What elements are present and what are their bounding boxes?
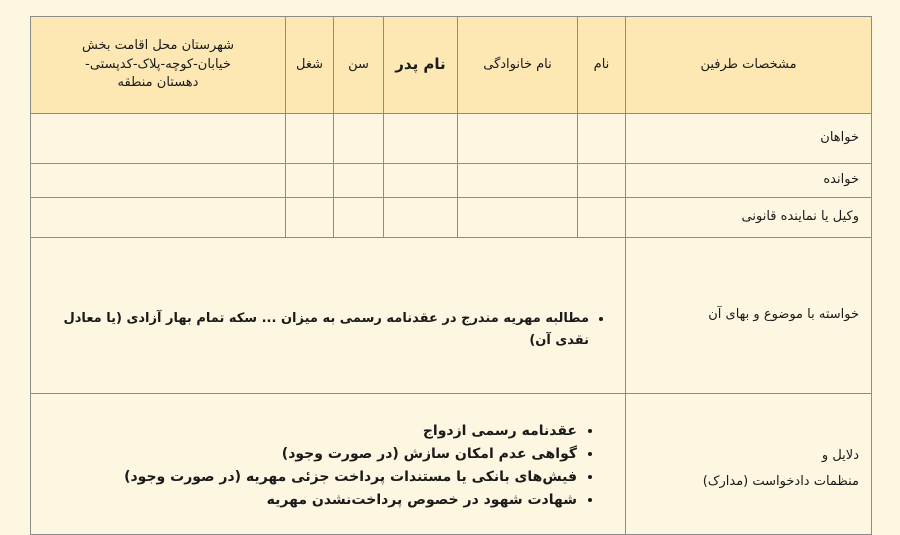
evidence-label bbox=[626, 394, 872, 535]
evidence-row bbox=[31, 394, 872, 535]
plaintiff-row bbox=[31, 114, 872, 164]
lawyer-first-name-cell[interactable] bbox=[578, 198, 626, 238]
lawyer-job-cell[interactable] bbox=[286, 198, 334, 238]
request-row bbox=[31, 238, 872, 394]
request-item: • مطالبه مهریه مندرج در عقدنامه رسمی به میزان ... سکه تمام بهار آزادی (یا معادل نقدی آن) bbox=[41, 308, 589, 352]
lawyer-label: وکیل یا نماینده قانونی bbox=[626, 198, 872, 238]
petition-table bbox=[30, 16, 872, 535]
plaintiff-label: خواهان bbox=[626, 114, 872, 164]
evidence-item: • فیش‌های بانکی یا مستندات پرداخت جزئی مهریه (در صورت وجود) bbox=[41, 466, 577, 489]
address-line-1: شهرستان محل اقامت بخش bbox=[81, 37, 235, 53]
defendant-first-name-cell[interactable] bbox=[578, 164, 626, 198]
request-label: خواسته با موضوع و بهای آن bbox=[626, 238, 872, 394]
defendant-age-cell[interactable] bbox=[334, 164, 384, 198]
request-list bbox=[31, 308, 625, 352]
plaintiff-father-name-cell[interactable] bbox=[384, 114, 458, 164]
header-address bbox=[31, 17, 286, 114]
evidence-item: • گواهی عدم امکان سازش (در صورت وجود) bbox=[41, 443, 577, 466]
header-row bbox=[31, 17, 872, 114]
address-line-3: دهستان منطقه bbox=[117, 75, 199, 91]
plaintiff-age-cell[interactable] bbox=[334, 114, 384, 164]
plaintiff-first-name-cell[interactable] bbox=[578, 114, 626, 164]
lawyer-address-cell[interactable] bbox=[31, 198, 286, 238]
header-job: شغل bbox=[286, 17, 334, 114]
evidence-item: • عقدنامه رسمی ازدواج bbox=[41, 420, 577, 443]
evidence-list bbox=[31, 420, 625, 512]
lawyer-last-name-cell[interactable] bbox=[458, 198, 578, 238]
header-age: سن bbox=[334, 17, 384, 114]
evidence-content bbox=[31, 394, 626, 535]
evidence-item: • شهادت شهود در خصوص پرداخت‌نشدن مهریه bbox=[41, 489, 577, 512]
lawyer-father-name-cell[interactable] bbox=[384, 198, 458, 238]
lawyer-row bbox=[31, 198, 872, 238]
defendant-last-name-cell[interactable] bbox=[458, 164, 578, 198]
defendant-father-name-cell[interactable] bbox=[384, 164, 458, 198]
address-line-2: خیابان-کوچه-پلاک-کدپستی- bbox=[85, 56, 231, 72]
plaintiff-job-cell[interactable] bbox=[286, 114, 334, 164]
header-father-name: نام پدر bbox=[384, 17, 458, 114]
header-last-name: نام خانوادگی bbox=[458, 17, 578, 114]
evidence-label-line-1: دلایل و bbox=[821, 448, 859, 463]
plaintiff-last-name-cell[interactable] bbox=[458, 114, 578, 164]
header-first-name: نام bbox=[578, 17, 626, 114]
header-parties: مشخصات طرفین bbox=[626, 17, 872, 114]
defendant-label: خوانده bbox=[626, 164, 872, 198]
defendant-row bbox=[31, 164, 872, 198]
request-content bbox=[31, 238, 626, 394]
defendant-address-cell[interactable] bbox=[31, 164, 286, 198]
lawyer-age-cell[interactable] bbox=[334, 198, 384, 238]
defendant-job-cell[interactable] bbox=[286, 164, 334, 198]
evidence-label-line-2: منظمات دادخواست (مدارک) bbox=[702, 474, 859, 489]
plaintiff-address-cell[interactable] bbox=[31, 114, 286, 164]
